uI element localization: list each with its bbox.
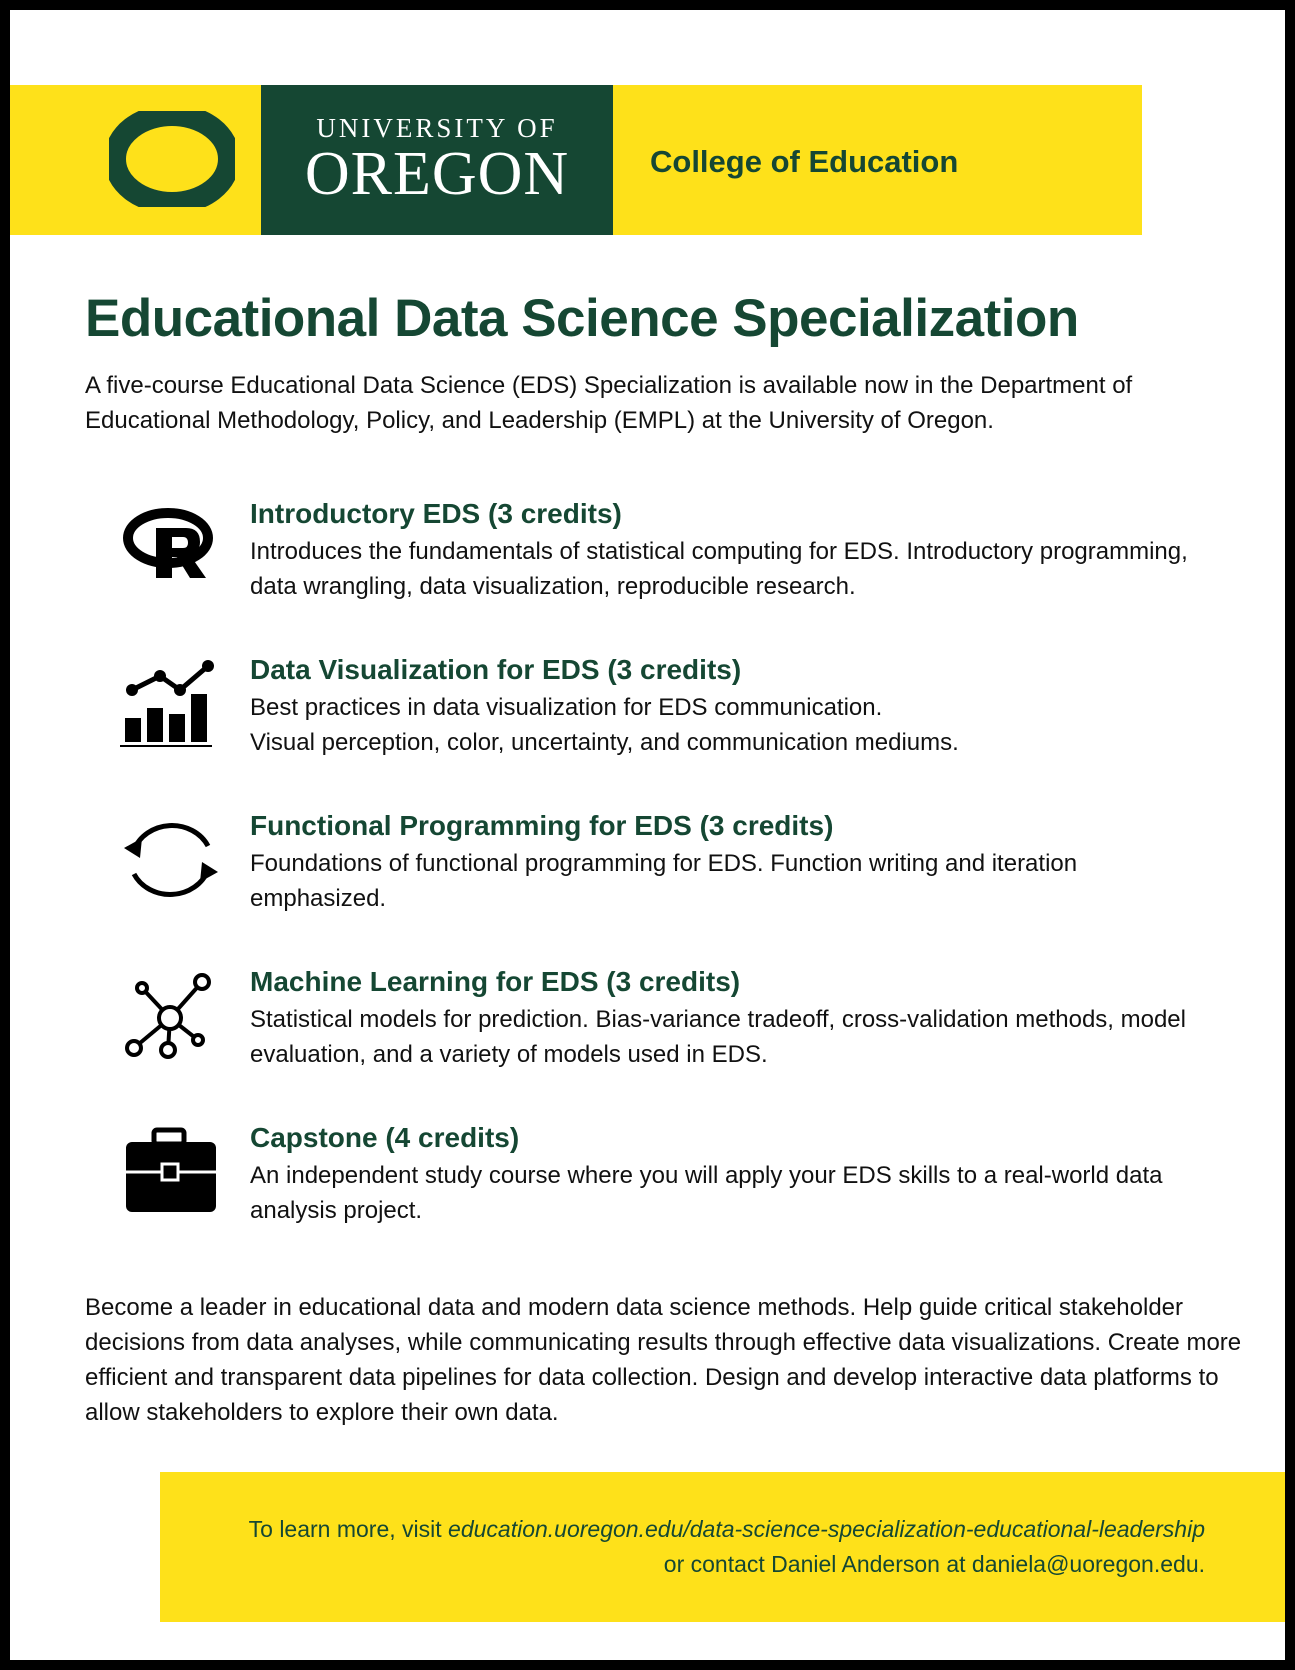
r-logo-icon bbox=[120, 498, 220, 598]
chart-icon bbox=[120, 654, 220, 754]
cycle-arrows-icon bbox=[120, 810, 220, 910]
network-icon bbox=[120, 966, 220, 1066]
page-title: Educational Data Science Specialization bbox=[85, 289, 1079, 348]
footer-text bbox=[249, 1512, 1205, 1582]
course-title: Capstone (4 credits) bbox=[250, 1122, 520, 1153]
uo-o-logo-icon bbox=[109, 111, 235, 207]
footer-contact[interactable]: or contact Daniel Anderson at daniela@uoregon.edu. bbox=[663, 1551, 1205, 1577]
closing-paragraph: Become a leader in educational data and modern data science methods. Help guide critical stakeholder decisions from data analyses, while communicating results through effective data visualizations. Create more efficient and transparent data pipelines for data collection. Design and develop interactive data platforms to allow stakeholders to explore their own data. bbox=[85, 1294, 1242, 1426]
course-description bbox=[250, 690, 1210, 760]
footer-url-link[interactable]: education.uoregon.edu/data-science-specialization-educational-leadership bbox=[448, 1516, 1205, 1542]
course-item bbox=[120, 966, 1220, 1076]
course-description-line: Best practices in data visualization for EDS communication. bbox=[250, 694, 883, 721]
course-title: Machine Learning for EDS (3 credits) bbox=[250, 966, 741, 997]
course-description: Statistical models for prediction. Bias-variance tradeoff, cross-validation methods, model evaluation, and a variety of models used in EDS. bbox=[250, 1006, 1186, 1068]
course-item bbox=[120, 498, 1220, 608]
course-description: Introduces the fundamentals of statistical computing for EDS. Introductory programming, data wrangling, data visualization, reproducible research. bbox=[250, 538, 1188, 600]
course-title: Data Visualization for EDS (3 credits) bbox=[250, 654, 742, 685]
course-description: Foundations of functional programming for EDS. Function writing and iteration emphasized. bbox=[250, 850, 1078, 912]
university-of-text: UNIVERSITY OF bbox=[316, 113, 558, 143]
college-name: College of Education bbox=[650, 144, 959, 179]
course-description: An independent study course where you will apply your EDS skills to a real-world data analysis project. bbox=[250, 1162, 1163, 1224]
university-wordmark bbox=[261, 85, 613, 235]
course-title: Introductory EDS (3 credits) bbox=[250, 498, 622, 529]
footer-prefix: To learn more, visit bbox=[248, 1516, 449, 1542]
course-title: Functional Programming for EDS (3 credits) bbox=[250, 810, 834, 841]
footer-band bbox=[160, 1472, 1285, 1622]
course-description-line: Visual perception, color, uncertainty, and communication mediums. bbox=[250, 729, 959, 756]
intro-paragraph: A five-course Educational Data Science (EDS) Specialization is available now in the Department of Educational Methodology, Policy, and Leadership (EMPL) at the University of Oregon. bbox=[85, 372, 1133, 434]
course-item bbox=[120, 810, 1220, 920]
course-item bbox=[120, 654, 1220, 764]
briefcase-icon bbox=[120, 1122, 220, 1222]
oregon-text: OREGON bbox=[304, 140, 570, 208]
course-item bbox=[120, 1122, 1220, 1232]
flyer-page bbox=[10, 10, 1285, 1660]
